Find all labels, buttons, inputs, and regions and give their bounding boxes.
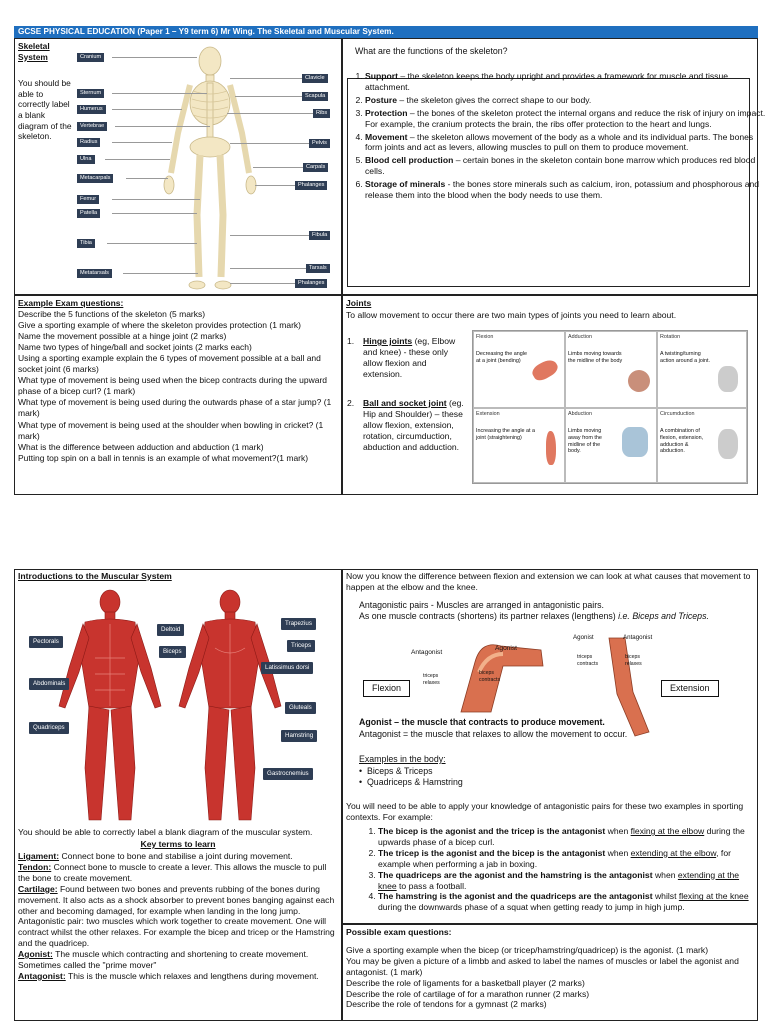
label-phalanges-hand: Phalanges <box>295 181 327 190</box>
function-item: 1. Support – the skeleton keeps the body upright and provides a framework for muscle and tissue attachment. <box>365 71 768 93</box>
functions-list <box>365 71 768 203</box>
exam-question: Name two types of hinge/ball and socket joints (2 marks each) <box>18 342 252 353</box>
exam-questions-section <box>14 295 342 495</box>
key-term: Tendon: Connect bone to muscle to create a lever. This allows the muscle to pull the bone to create movement. <box>18 861 327 883</box>
grid-cell-circumduction: Circumduction A combination of flexion, extension, adduction & abduction. <box>657 408 747 483</box>
antagonist-definition: Antagonist = the muscle that relaxes to allow the movement to occur. <box>359 729 628 739</box>
exam-question: What type of movement is being used when the bicep contracts during the upward phase of a bicep curl? (1 mark) <box>18 375 328 397</box>
apply-list <box>346 826 752 913</box>
examples-title: Examples in the body: <box>359 754 446 764</box>
joints-title: Joints <box>346 298 372 308</box>
antagonistic-intro: Now you know the difference between flexion and extension we can look at what causes that movement to happen at the elbow and the knee. <box>346 571 751 592</box>
key-terms-list <box>18 851 340 982</box>
hinge-joints-text: Hinge joints (eg, Elbow and knee) - these only allow flexion and extension. <box>363 336 456 379</box>
key-term: Ligament: Connect bone to bone and stabilise a joint during movement. <box>18 851 293 861</box>
possible-title: Possible exam questions: <box>346 927 452 937</box>
apply-item: 3. The quadriceps are the agonist and the hamstring is the antagonist when extending at the knee to pass a football. <box>378 870 752 892</box>
exam-question: Name the movement possible at a hinge joint (2 marks) <box>18 331 227 342</box>
label-patella: Patella <box>77 209 100 218</box>
function-item: 4. Movement – the skeleton allows movement of the body as a whole and its individual parts. The bones form joints and act as levers, allowing muscles to pull on them to produce movement. <box>365 132 768 154</box>
antagonistic-section <box>342 569 758 924</box>
arm-label: Antagonist <box>623 634 653 641</box>
skeleton-diagram <box>145 45 275 295</box>
label-phalanges-foot: Phalanges <box>295 279 327 288</box>
arm-extension-diagram <box>599 632 659 742</box>
label-ulna: Ulna <box>77 155 95 164</box>
label-fibula: Fibula <box>309 231 330 240</box>
label-metacarpals: Metacarpals <box>77 174 113 183</box>
joints-intro: To allow movement to occur there are two main types of joints you need to learn about. <box>346 310 677 320</box>
pairs-line1: Antagonistic pairs - Muscles are arranged in antagonistic pairs. <box>359 600 604 610</box>
functions-section <box>342 38 766 295</box>
arm-label: Agonist <box>573 634 594 641</box>
apply-item: 4. The hamstring is the agonist and the quadriceps are the antagonist whilst flexing at the knee during the downwards phase of a squat when getting ready to jump in high jump. <box>378 891 752 913</box>
key-term: Antagonist: This is the muscle which relaxes and lengthens during movement. <box>18 970 319 981</box>
label-metatarsals: Metatarsals <box>77 269 112 278</box>
exam-question: Describe the 5 functions of the skeleton (5 marks) <box>18 309 206 320</box>
label-sternum: Sternum <box>77 89 104 98</box>
label-abdominals: Abdominals <box>29 678 69 690</box>
function-item: 6. Storage of minerals - the bones store minerals such as calcium, iron, potassium and phosphorous and release them into the blood when the body needs to use them. <box>365 179 768 201</box>
grid-cell-flexion: Flexion Decreasing the angle at a joint (bending) <box>473 331 565 408</box>
label-carpals: Carpals <box>303 163 328 172</box>
label-humerus: Humerus <box>77 105 106 114</box>
label-latissimus-dorsi: Latissimus dorsi <box>261 662 313 674</box>
exam-title: Example Exam questions: <box>18 298 124 308</box>
functions-title: What are the functions of the skeleton? <box>355 46 508 56</box>
possible-question: Describe the role of ligaments for a basketball player (2 marks) <box>346 977 585 988</box>
label-tibia: Tibia <box>77 239 95 248</box>
label-gastrocnemius: Gastrocnemius <box>263 768 313 780</box>
possible-question: Describe the role of cartilage of for a marathon runner (2 marks) <box>346 988 590 999</box>
exam-question: Give a sporting example of where the skeleton provides protection (1 mark) <box>18 320 301 331</box>
label-cranium: Cranium <box>77 53 104 62</box>
apply-item: 2. The tricep is the agonist and the bicep is the antagonist when extending at the elbow, for example when performing a jab in boxing. <box>378 848 752 870</box>
possible-question: Describe the role of tendons for a gymnast (2 marks) <box>346 999 547 1010</box>
function-item: 3. Protection – the bones of the skeleton protect the internal organs and reduce the risk of injury on impact. For example, the cranium protects the brain, the ribs offer protection to the heart and lungs. <box>365 108 768 130</box>
arm-label: biceps relaxes <box>625 654 642 667</box>
arm-label: Antagonist <box>411 649 443 656</box>
arm-label: biceps contracts <box>479 670 501 683</box>
exam-question: Using a sporting example explain the 6 types of movement possible at a ball and socket joint (6 marks) <box>18 353 321 375</box>
pairs-line2: As one muscle contracts (shortens) its partner relaxes (lengthens) i.e. Biceps and Triceps. <box>359 611 709 621</box>
label-hamstring: Hamstring <box>281 730 317 742</box>
skeletal-title: Skeletal System <box>18 41 50 62</box>
key-terms-title: Key terms to learn <box>140 839 216 849</box>
possible-question: You may be given a picture of a limbb and asked to label the names of muscles or label the agonist and antagonist. (1 mark) <box>346 955 739 977</box>
key-term: Antagonistic pair: two muscles which work together to create movement. One will contract whilst the other relaxes. For example the bicep and tricep or the Hamstring and the quadricep. <box>18 916 335 949</box>
arm-label: triceps relaxes <box>423 673 440 686</box>
muscular-section <box>14 569 342 1021</box>
grid-cell-abduction: Abduction Limbs moving away from the midline of the body. <box>565 408 657 483</box>
label-vertebrae: Vertebrae <box>77 122 107 131</box>
exam-question: What type of movement is being used at the shoulder when bowling in cricket? (1 mark) <box>18 419 324 441</box>
arm-label: Agonist <box>495 645 517 652</box>
muscular-title: Introductions to the Muscular System <box>18 571 172 581</box>
function-item: 5. Blood cell production – certain bones in the skeleton contain bone marrow which produces red blood cells. <box>365 155 768 177</box>
skeletal-section <box>14 38 342 295</box>
function-item: 2. Posture – the skeleton gives the correct shape to our body. <box>365 95 768 106</box>
key-term: Cartilage: Found between two bones and prevents rubbing of the bones during movement. It also acts as a shock absorber to prevent bones banging against each other and becoming damaged, for example when landing in the long jump. <box>18 883 335 916</box>
label-triceps: Triceps <box>287 640 315 652</box>
label-gluteals: Gluteals <box>285 702 316 714</box>
apply-text: You will need to be able to apply your knowledge of antagonistic pairs for these two examples in sporting contexts. For example: <box>346 801 744 822</box>
exam-question: What type of movement is being used during the outwards phase of a star jump? (1 mark) <box>18 397 332 419</box>
grid-cell-adduction: Adduction Limbs moving towards the midline of the body <box>565 331 657 408</box>
label-quadriceps: Quadriceps <box>29 722 69 734</box>
label-femur: Femur <box>77 195 99 204</box>
grid-cell-extension: Extension Increasing the angle at a joint (straightening) <box>473 408 565 483</box>
apply-item: 1. The bicep is the agonist and the tricep is the antagonist when flexing at the elbow during the upwards phase of a bicep curl. <box>378 826 752 848</box>
grid-cell-rotation: Rotation A twisting/turning action around a joint. <box>657 331 747 408</box>
arm-label: triceps contracts <box>577 654 599 667</box>
label-tarsals: Tarsals <box>306 264 330 273</box>
example-item: • Quadriceps & Hamstring <box>359 777 463 788</box>
extension-label: Extension <box>661 680 719 697</box>
example-item: • Biceps & Triceps <box>359 766 433 776</box>
label-ribs: Ribs <box>313 109 330 118</box>
label-pectorals: Pectorals <box>29 636 63 648</box>
label-clavicle: Clavicle <box>302 74 328 83</box>
skeletal-intro: You should be able to correctly label a blank diagram of the skeleton. <box>18 78 72 142</box>
key-term: Agonist: The muscle which contracting and shortening to create movement. Sometimes called the "prime mover" <box>18 949 309 971</box>
exam-question: What is the difference between adduction and abduction (1 mark) <box>18 441 264 452</box>
label-scapula: Scapula <box>302 92 328 101</box>
movement-grid <box>472 330 748 484</box>
flexion-label: Flexion <box>363 680 410 697</box>
ball-socket-text: Ball and socket joint (eg. Hip and Shoulder) – these allow flexion, extension, rotation, circumduction, abduction and adduction. <box>363 398 464 452</box>
agonist-definition: Agonist – the muscle that contracts to produce movement. <box>359 717 605 727</box>
label-deltoid: Deltoid <box>157 624 184 636</box>
label-radius: Radius <box>77 138 100 147</box>
muscular-label-note: You should be able to correctly label a blank diagram of the muscular system. <box>18 827 313 837</box>
label-biceps: Biceps <box>159 646 186 658</box>
possible-questions-section <box>342 924 758 1021</box>
exam-question: Putting top spin on a ball in tennis is an example of what movement?(1 mark) <box>18 452 309 463</box>
label-trapezius: Trapezius <box>281 618 316 630</box>
hinge-number: 1. <box>347 336 355 346</box>
possible-question: Give a sporting example when the bicep (or tricep/hamstring/quadricep) is the agonist. (1 mark) <box>346 944 709 955</box>
label-pelvis: Pelvis <box>309 139 330 148</box>
page-header: GCSE PHYSICAL EDUCATION (Paper 1 – Y9 term 6) Mr Wing. The Skeletal and Muscular System. <box>14 26 758 38</box>
ball-number: 2. <box>347 398 355 408</box>
examples-list <box>359 766 463 788</box>
